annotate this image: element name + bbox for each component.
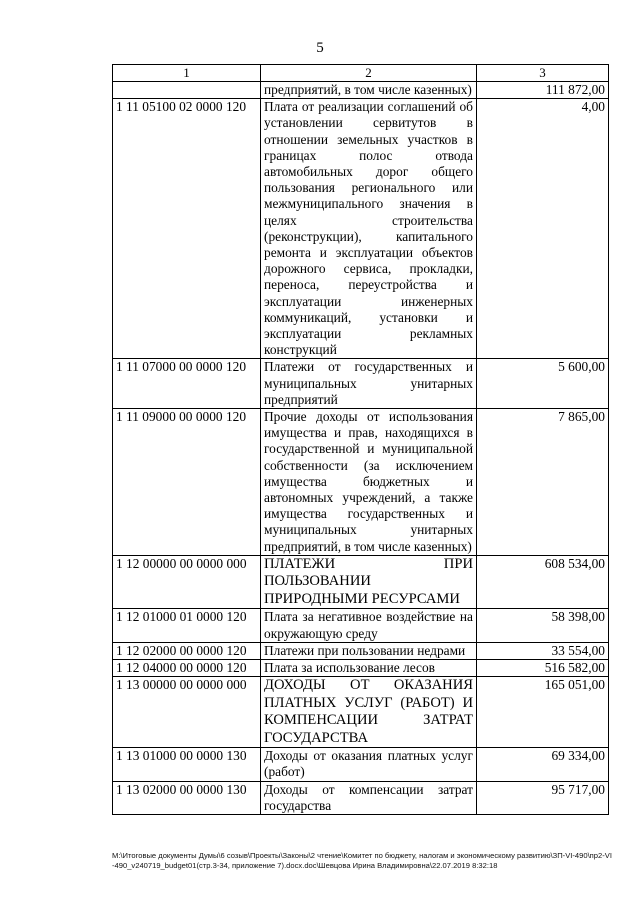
row-code: 1 11 05100 02 0000 120	[113, 99, 261, 359]
table-row	[113, 781, 609, 814]
row-name: Плата за негативное воздействие на окружающую среду	[261, 609, 477, 642]
row-amount: 33 554,00	[477, 642, 609, 659]
row-code: 1 11 07000 00 0000 120	[113, 359, 261, 409]
row-code: 1 13 01000 00 0000 130	[113, 748, 261, 781]
row-name: Доходы от компенсации затрат государства	[261, 781, 477, 814]
row-code: 1 12 01000 01 0000 120	[113, 609, 261, 642]
row-code	[113, 82, 261, 99]
table-row	[113, 82, 609, 99]
column-header-1: 1	[113, 65, 261, 82]
row-name: предприятий, в том числе казенных)	[261, 82, 477, 99]
row-amount: 95 717,00	[477, 781, 609, 814]
table-row	[113, 99, 609, 359]
row-name: Прочие доходы от использования имущества и прав, находящихся в государственной и муниципальной собственности (за исключением имущества бюджетных и автономных учреждений, а также имущества государственных и муниципальных унитарных предприятий, в том числе казенных)	[261, 409, 477, 556]
row-amount: 69 334,00	[477, 748, 609, 781]
row-amount: 7 865,00	[477, 409, 609, 556]
row-amount: 516 582,00	[477, 660, 609, 677]
row-amount: 165 051,00	[477, 677, 609, 748]
row-amount: 5 600,00	[477, 359, 609, 409]
row-code: 1 11 09000 00 0000 120	[113, 409, 261, 556]
row-name: Платежи от государственных и муниципальных унитарных предприятий	[261, 359, 477, 409]
row-name: ПЛАТЕЖИ ПРИ ПОЛЬЗОВАНИИ ПРИРОДНЫМИ РЕСУРСАМИ	[261, 555, 477, 609]
row-amount: 608 534,00	[477, 555, 609, 609]
table-header-row	[113, 65, 609, 82]
row-name: Плата за использование лесов	[261, 660, 477, 677]
table-row	[113, 748, 609, 781]
column-header-2: 2	[261, 65, 477, 82]
row-code: 1 12 02000 00 0000 120	[113, 642, 261, 659]
row-name: Платежи при пользовании недрами	[261, 642, 477, 659]
column-header-3: 3	[477, 65, 609, 82]
table-row	[113, 409, 609, 556]
row-name: Доходы от оказания платных услуг (работ)	[261, 748, 477, 781]
row-code: 1 12 04000 00 0000 120	[113, 660, 261, 677]
row-amount: 4,00	[477, 99, 609, 359]
table-row	[113, 677, 609, 748]
table-row	[113, 642, 609, 659]
row-amount: 58 398,00	[477, 609, 609, 642]
row-code: 1 13 02000 00 0000 130	[113, 781, 261, 814]
row-amount: 111 872,00	[477, 82, 609, 99]
row-name: Плата от реализации соглашений об установлении сервитутов в отношении земельных участков в границах полос отвода автомобильных дорог общего пользования регионального или межмуниципального значения в целях строительства (реконструкции), капитального ремонта и эксплуатации объектов дорожного сервиса, прокладки, переноса, переустройства и эксплуатации инженерных коммуникаций, установки и эксплуатации рекламных конструкций	[261, 99, 477, 359]
row-code: 1 12 00000 00 0000 000	[113, 555, 261, 609]
table-row	[113, 555, 609, 609]
table-row	[113, 359, 609, 409]
page-number: 5	[316, 40, 324, 56]
revenue-table	[112, 64, 609, 815]
document-path-footer: М:\Итоговые документы Думы\6 созыв\Проекты\Законы\2 чтение\Комитет по бюджету, налогам и экономическому развитию\ЗП-VI-490\пр2-VI-490_v240719_budget01(стр.3-34, приложение 7).docx.doc\Шевцова Ирина Владимировна\22.07.2019 8:32:18	[112, 851, 612, 870]
table-row	[113, 609, 609, 642]
row-name: ДОХОДЫ ОТ ОКАЗАНИЯ ПЛАТНЫХ УСЛУГ (РАБОТ) И КОМПЕНСАЦИИ ЗАТРАТ ГОСУДАРСТВА	[261, 677, 477, 748]
table-row	[113, 660, 609, 677]
row-code: 1 13 00000 00 0000 000	[113, 677, 261, 748]
